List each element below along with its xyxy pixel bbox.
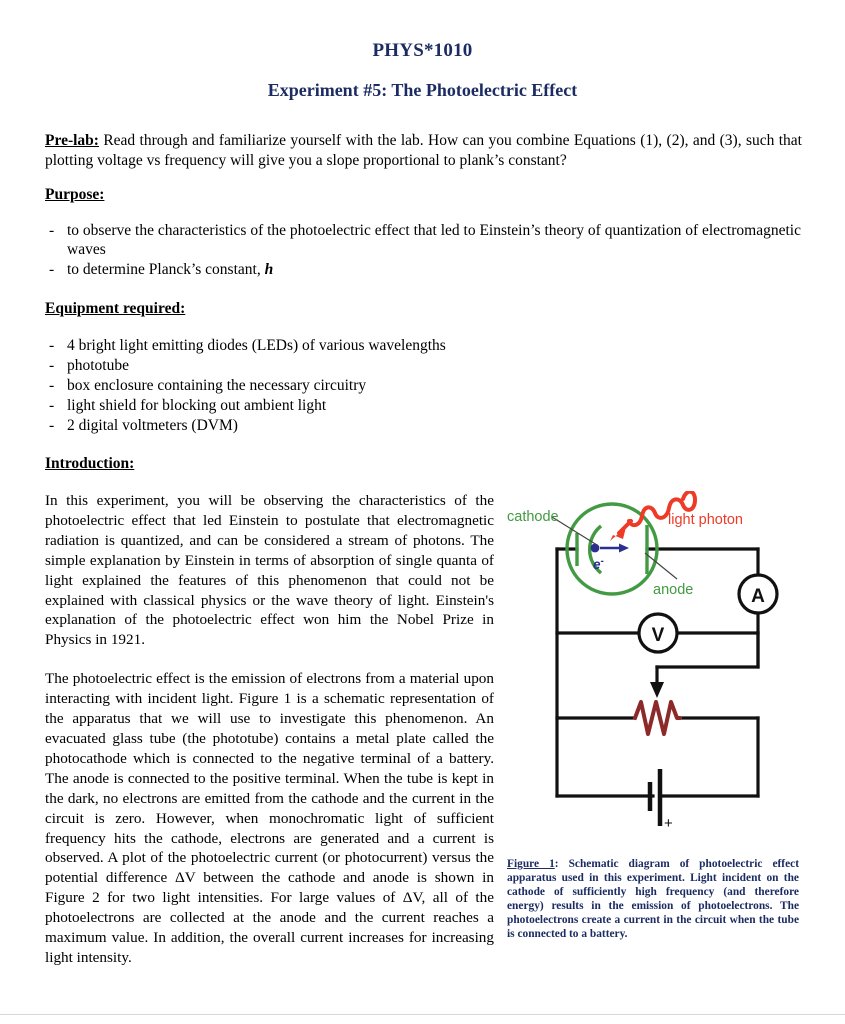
purpose-heading: Purpose: <box>45 186 105 203</box>
list-item <box>45 356 805 375</box>
intro-paragraph-2: The photoelectric effect is the emission of electrons from a material upon interacting with incident light. Figure 1 is a schematic representation of the apparatus that we will use to investigate this phenomenon. An evacuated glass tube (the phototube) contains a metal plate called the photocathode which is connected to the negative terminal of a battery. The anode is connected to the positive terminal. When the tube is kept in the dark, no electrons are emitted from the cathode and the current in the circuit is zero. However, when monochromatic light of sufficient frequency hits the cathode, electrons are generated and a current is observed. A plot of the photoelectric current (or photocurrent) versus the potential difference ΔV between the cathode and anode is shown in Figure 2 for two light intensities. For large values of ΔV, all of the photoelectrons are collected at the anode and the current reaches a maximum value. In addition, the overall current increases for increasing light intensity. <box>45 670 494 966</box>
experiment-subtitle: Experiment #5: The Photoelectric Effect <box>267 80 578 100</box>
purpose-list-wrap <box>45 221 805 280</box>
page-title: PHYS*1010 <box>372 40 473 61</box>
figure-caption-label: Figure 1 <box>507 858 555 870</box>
current-direction-arrow <box>650 682 664 698</box>
equipment-item-1: phototube <box>67 357 129 374</box>
equipment-item-4: 2 digital voltmeters (DVM) <box>67 417 238 434</box>
figure-caption <box>507 857 799 942</box>
ammeter-letter: A <box>751 586 765 607</box>
voltmeter-letter: V <box>651 625 665 646</box>
light-photon-label: light photon <box>668 512 743 528</box>
purpose-item-0: to observe the characteristics of the photoelectric effect that led to Einstein’s theory of quantization of electromagnetic waves <box>67 222 801 258</box>
electron-label: e- <box>593 556 604 572</box>
list-item <box>45 221 805 259</box>
equipment-item-3: light shield for blocking out ambient light <box>67 397 327 414</box>
battery-plus-label: + <box>664 815 673 832</box>
list-item <box>45 396 805 415</box>
introduction-body <box>45 491 494 968</box>
equipment-list <box>45 336 805 435</box>
prelab-text: Read through and familiarize yourself with the lab. How can you combine Equations (1), (2), and (3), such that plotting voltage vs frequency will give you a slope proportional to plank’s constant? <box>45 132 802 169</box>
list-item <box>45 416 805 435</box>
list-item <box>45 260 805 279</box>
prelab-paragraph <box>45 131 802 171</box>
list-item <box>45 336 805 355</box>
figure-1 <box>505 491 805 859</box>
planck-constant-symbol: h <box>264 261 274 278</box>
intro-paragraph-1: In this experiment, you will be observing the characteristics of the photoelectric effect that led Einstein to postulate that electromagnetic radiation is quantized, and can be considered a stream of photons. The simple explanation by Einstein in terms of absorption of single quanta of light explained the features of this phenomenon that could not be explained with classical physics or the wave theory of light. Einstein's explanation of the photoelectric effect won him the Nobel Prize in Physics in 1921. <box>45 492 494 649</box>
equipment-list-wrap <box>45 336 805 436</box>
equipment-item-0: 4 bright light emitting diodes (LEDs) of various wavelengths <box>67 337 446 354</box>
figure-caption-separator: : <box>554 858 559 870</box>
page-bottom-edge <box>0 1014 845 1015</box>
cathode-label: cathode <box>507 509 559 525</box>
purpose-list <box>45 221 805 279</box>
introduction-heading: Introduction: <box>45 455 135 472</box>
anode-label: anode <box>653 582 694 598</box>
resistor-symbol <box>635 702 680 734</box>
equipment-item-2: box enclosure containing the necessary circuitry <box>67 377 367 394</box>
equipment-heading: Equipment required: <box>45 300 186 317</box>
ammeter-symbol <box>739 575 777 613</box>
voltmeter-symbol <box>639 614 677 652</box>
purpose-item-1: to determine Planck’s constant, <box>67 261 265 278</box>
prelab-label: Pre-lab: <box>45 132 99 149</box>
circuit-diagram <box>505 491 805 859</box>
battery-symbol <box>650 769 660 826</box>
figure-caption-text: Schematic diagram of photoelectric effect apparatus used in this experiment. Light incident on the cathode of sufficiently high frequency (and therefore energy) results in the emission of photoelectrons. The photoelectrons create a current in the circuit when the tube is connected to a battery. <box>507 858 799 941</box>
list-item <box>45 376 805 395</box>
